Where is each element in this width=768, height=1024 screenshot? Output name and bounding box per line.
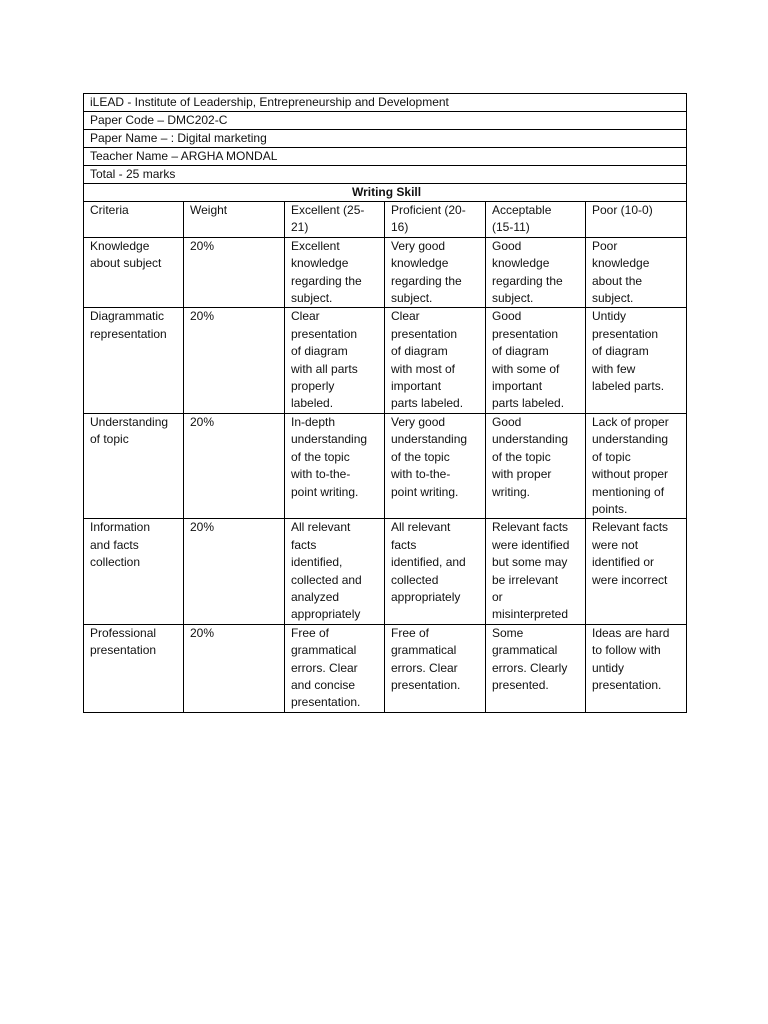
acceptable-cell: Some grammatical errors. Clearly presented. bbox=[486, 624, 586, 712]
header-row-paper-name bbox=[84, 130, 687, 148]
proficient-cell: All relevant facts identified, and collected appropriately bbox=[385, 519, 486, 624]
acceptable-cell: Good presentation of diagram with some of important parts labeled. bbox=[486, 308, 586, 413]
total-marks: Total - 25 marks bbox=[84, 166, 687, 184]
excellent-cell: Free of grammatical errors. Clear and concise presentation. bbox=[285, 624, 385, 712]
institute-name: iLEAD - Institute of Leadership, Entrepreneurship and Development bbox=[84, 94, 687, 112]
paper-name: Paper Name – : Digital marketing bbox=[84, 130, 687, 148]
weight-cell: 20% bbox=[184, 237, 285, 308]
rubric-page bbox=[83, 93, 686, 713]
excellent-cell: In-depth understanding of the topic with to-the- point writing. bbox=[285, 413, 385, 518]
excellent-cell: Clear presentation of diagram with all parts properly labeled. bbox=[285, 308, 385, 413]
weight-cell: 20% bbox=[184, 413, 285, 518]
section-title-row bbox=[84, 184, 687, 202]
rubric-table bbox=[83, 93, 687, 713]
poor-cell: Untidy presentation of diagram with few labeled parts. bbox=[586, 308, 687, 413]
table-row bbox=[84, 308, 687, 413]
column-header-proficient: Proficient (20- 16) bbox=[385, 202, 486, 238]
criteria-cell: Understanding of topic bbox=[84, 413, 184, 518]
excellent-cell: Excellent knowledge regarding the subject. bbox=[285, 237, 385, 308]
proficient-cell: Free of grammatical errors. Clear presentation. bbox=[385, 624, 486, 712]
column-header-row bbox=[84, 202, 687, 238]
column-header-weight: Weight bbox=[184, 202, 285, 238]
weight-cell: 20% bbox=[184, 624, 285, 712]
acceptable-cell: Good understanding of the topic with proper writing. bbox=[486, 413, 586, 518]
proficient-cell: Clear presentation of diagram with most of important parts labeled. bbox=[385, 308, 486, 413]
poor-cell: Ideas are hard to follow with untidy presentation. bbox=[586, 624, 687, 712]
poor-cell: Relevant facts were not identified or were incorrect bbox=[586, 519, 687, 624]
section-title: Writing Skill bbox=[84, 184, 687, 202]
acceptable-cell: Relevant facts were identified but some may be irrelevant or misinterpreted bbox=[486, 519, 586, 624]
column-header-excellent: Excellent (25- 21) bbox=[285, 202, 385, 238]
criteria-cell: Professional presentation bbox=[84, 624, 184, 712]
header-row-institute bbox=[84, 94, 687, 112]
poor-cell: Lack of proper understanding of topic without proper mentioning of points. bbox=[586, 413, 687, 518]
column-header-acceptable: Acceptable (15-11) bbox=[486, 202, 586, 238]
acceptable-cell: Good knowledge regarding the subject. bbox=[486, 237, 586, 308]
table-row bbox=[84, 237, 687, 308]
header-row-total bbox=[84, 166, 687, 184]
header-row-paper-code bbox=[84, 112, 687, 130]
poor-cell: Poor knowledge about the subject. bbox=[586, 237, 687, 308]
column-header-criteria: Criteria bbox=[84, 202, 184, 238]
proficient-cell: Very good knowledge regarding the subject. bbox=[385, 237, 486, 308]
weight-cell: 20% bbox=[184, 519, 285, 624]
weight-cell: 20% bbox=[184, 308, 285, 413]
criteria-cell: Information and facts collection bbox=[84, 519, 184, 624]
proficient-cell: Very good understanding of the topic with to-the- point writing. bbox=[385, 413, 486, 518]
teacher-name: Teacher Name – ARGHA MONDAL bbox=[84, 148, 687, 166]
excellent-cell: All relevant facts identified, collected and analyzed appropriately bbox=[285, 519, 385, 624]
criteria-cell: Diagrammatic representation bbox=[84, 308, 184, 413]
column-header-poor: Poor (10-0) bbox=[586, 202, 687, 238]
criteria-cell: Knowledge about subject bbox=[84, 237, 184, 308]
table-row bbox=[84, 519, 687, 624]
table-row bbox=[84, 624, 687, 712]
header-row-teacher-name bbox=[84, 148, 687, 166]
paper-code: Paper Code – DMC202-C bbox=[84, 112, 687, 130]
table-row bbox=[84, 413, 687, 518]
